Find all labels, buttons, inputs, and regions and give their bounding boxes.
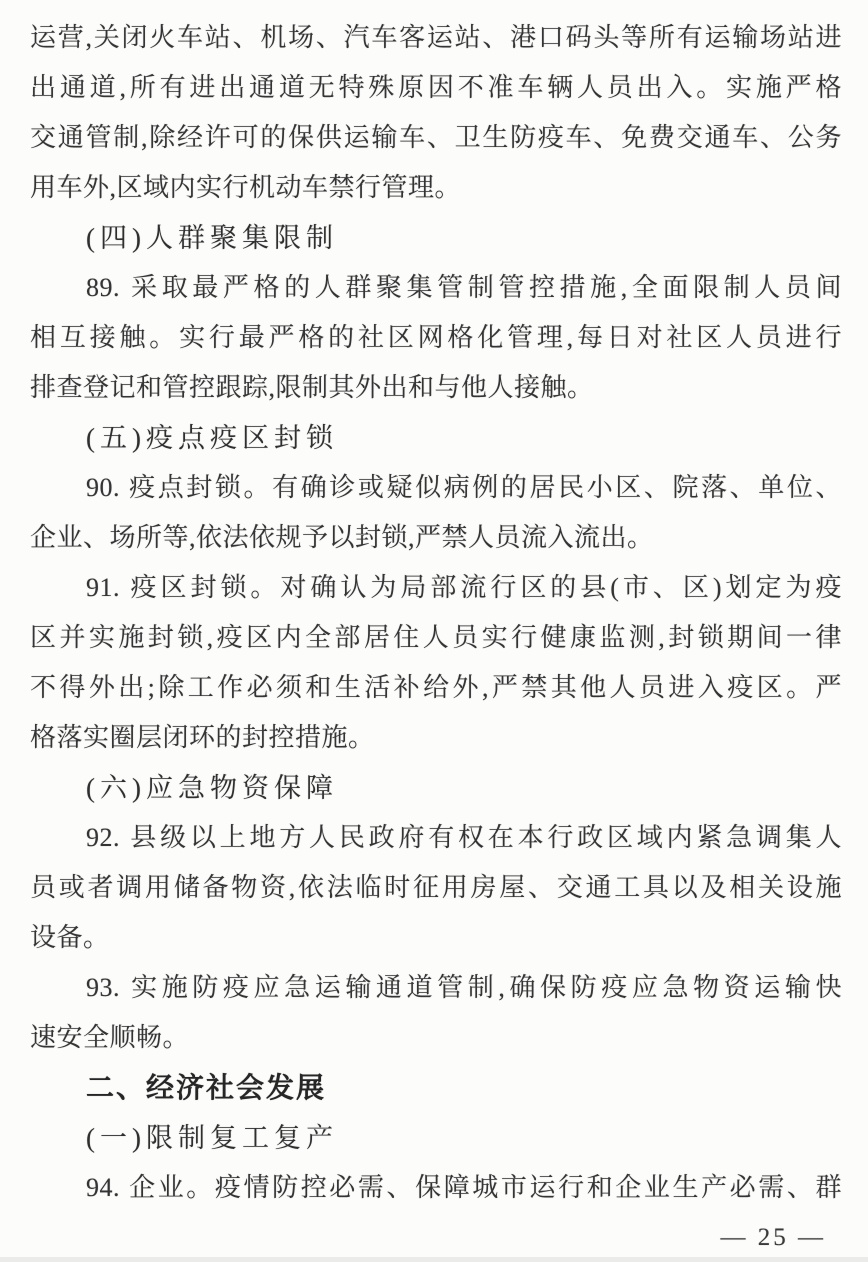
body-text-line: 设备。 bbox=[30, 923, 110, 952]
body-text-line: 交通管制,除经许可的保供运输车、卫生防疫车、免费交通车、公务 bbox=[30, 123, 842, 152]
numbered-clause-line: 89. 采取最严格的人群聚集管制管控措施,全面限制人员间 bbox=[86, 273, 842, 302]
body-text-line: 排查登记和管控跟踪,限制其外出和与他人接触。 bbox=[30, 373, 594, 402]
numbered-clause-line: 90. 疫点封锁。有确诊或疑似病例的居民小区、院落、单位、 bbox=[86, 473, 842, 502]
body-text-line: 员或者调用储备物资,依法临时征用房屋、交通工具以及相关设施 bbox=[30, 873, 842, 902]
body-text-line: 不得外出;除工作必须和生活补给外,严禁其他人员进入疫区。严 bbox=[30, 673, 842, 702]
numbered-clause-line: 91. 疫区封锁。对确认为局部流行区的县(市、区)划定为疫 bbox=[86, 573, 842, 602]
section-heading: (四)人群聚集限制 bbox=[86, 223, 338, 253]
body-text-line: 格落实圈层闭环的封控措施。 bbox=[30, 723, 375, 752]
scan-bottom-edge bbox=[0, 1257, 868, 1262]
section-heading: (一)限制复工复产 bbox=[86, 1123, 338, 1153]
body-text-line: 企业、场所等,依法依规予以封锁,严禁人员流入流出。 bbox=[30, 523, 654, 552]
body-text-line: 运营,关闭火车站、机场、汽车客运站、港口码头等所有运输场站进 bbox=[30, 23, 842, 52]
numbered-clause-line: 93. 实施防疫应急运输通道管制,确保防疫应急物资运输快 bbox=[86, 973, 842, 1002]
chapter-heading: 二、经济社会发展 bbox=[86, 1072, 327, 1103]
body-text-line: 相互接触。实行最严格的社区网格化管理,每日对社区人员进行 bbox=[30, 323, 842, 352]
body-text-line: 速安全顺畅。 bbox=[30, 1023, 190, 1052]
page-number: — 25 — bbox=[720, 1224, 826, 1251]
numbered-clause-line: 92. 县级以上地方人民政府有权在本行政区域内紧急调集人 bbox=[86, 823, 842, 852]
numbered-clause-line: 94. 企业。疫情防控必需、保障城市运行和企业生产必需、群 bbox=[86, 1173, 842, 1202]
section-heading: (五)疫点疫区封锁 bbox=[86, 423, 338, 453]
body-text-line: 区并实施封锁,疫区内全部居住人员实行健康监测,封锁期间一律 bbox=[30, 623, 842, 652]
body-text-line: 出通道,所有进出通道无特殊原因不准车辆人员出入。实施严格 bbox=[30, 73, 842, 102]
body-text-line: 用车外,区域内实行机动车禁行管理。 bbox=[30, 173, 462, 202]
section-heading: (六)应急物资保障 bbox=[86, 773, 338, 803]
